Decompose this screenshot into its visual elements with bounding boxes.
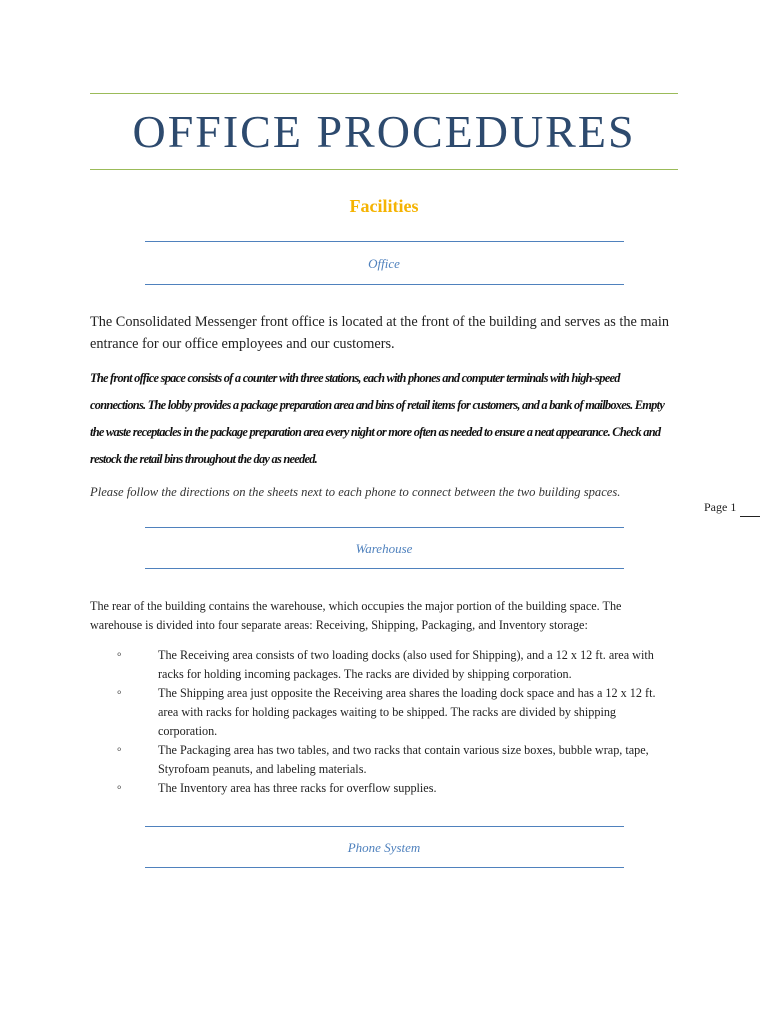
office-paragraph-1: The Consolidated Messenger front office is located at the front of the building and serves as the main entrance for our office employees and our customers. [90, 314, 669, 352]
subheading-phone-system: Phone System [347, 840, 421, 855]
list-item [110, 684, 670, 741]
title-bottom-rule [90, 169, 678, 170]
list-item [110, 741, 670, 779]
warehouse-area-list [110, 646, 670, 798]
office-top-rule [145, 241, 624, 242]
subheading-warehouse: Warehouse [355, 541, 413, 556]
warehouse-top-rule [145, 527, 624, 528]
circle-bullet-icon: ⚬ [115, 783, 124, 794]
phone-system-top-rule [145, 826, 624, 827]
list-item-text: The Packaging area has two tables, and two racks that contain various size boxes, bubble wrap, tape, Styrofoam peanuts, and labeling materials. [158, 743, 649, 776]
section-heading-facilities: Facilities [349, 196, 419, 216]
list-item-text: The Inventory area has three racks for overflow supplies. [158, 781, 437, 795]
warehouse-bottom-rule [145, 568, 624, 569]
list-item-text: The Receiving area consists of two loading docks (also used for Shipping), and a 12 x 12 ft. area with racks for holding incoming packages. The racks are divided by shipping corporation. [158, 648, 654, 681]
title-top-rule [90, 93, 678, 94]
page-number: Page 1 [704, 500, 737, 514]
warehouse-intro: The rear of the building contains the warehouse, which occupies the major portion of the building space. The warehouse is divided into four separate areas: Receiving, Shipping, Packaging, and Inventory storage: [90, 599, 622, 632]
circle-bullet-icon: ⚬ [115, 745, 124, 756]
phone-system-bottom-rule [145, 867, 624, 868]
page-title: OFFICE PROCEDURES [132, 106, 636, 157]
circle-bullet-icon: ⚬ [115, 688, 124, 699]
circle-bullet-icon: ⚬ [115, 650, 124, 661]
office-paragraph-3: Please follow the directions on the sheets next to each phone to connect between the two building spaces. [90, 485, 621, 499]
list-item [110, 646, 670, 684]
page-number-rule [740, 516, 760, 517]
subheading-office: Office [368, 256, 400, 271]
list-item [110, 779, 670, 798]
list-item-text: The Shipping area just opposite the Receiving area shares the loading dock space and has a 12 x 12 ft. area with racks for holding packages waiting to be shipped. The racks are divided by shipping corporation. [158, 686, 656, 738]
office-paragraph-2: The front office space consists of a counter with three stations, each with phones and computer terminals with high-speed connections. The lobby provides a package preparation area and bins of retail items for customers, and a bank of mailboxes. Empty the waste receptacles in the package preparation area every night or more often as needed to ensure a neat appearance. Check and restock the retail bins throughout the day as needed. [90, 371, 665, 466]
office-bottom-rule [145, 284, 624, 285]
